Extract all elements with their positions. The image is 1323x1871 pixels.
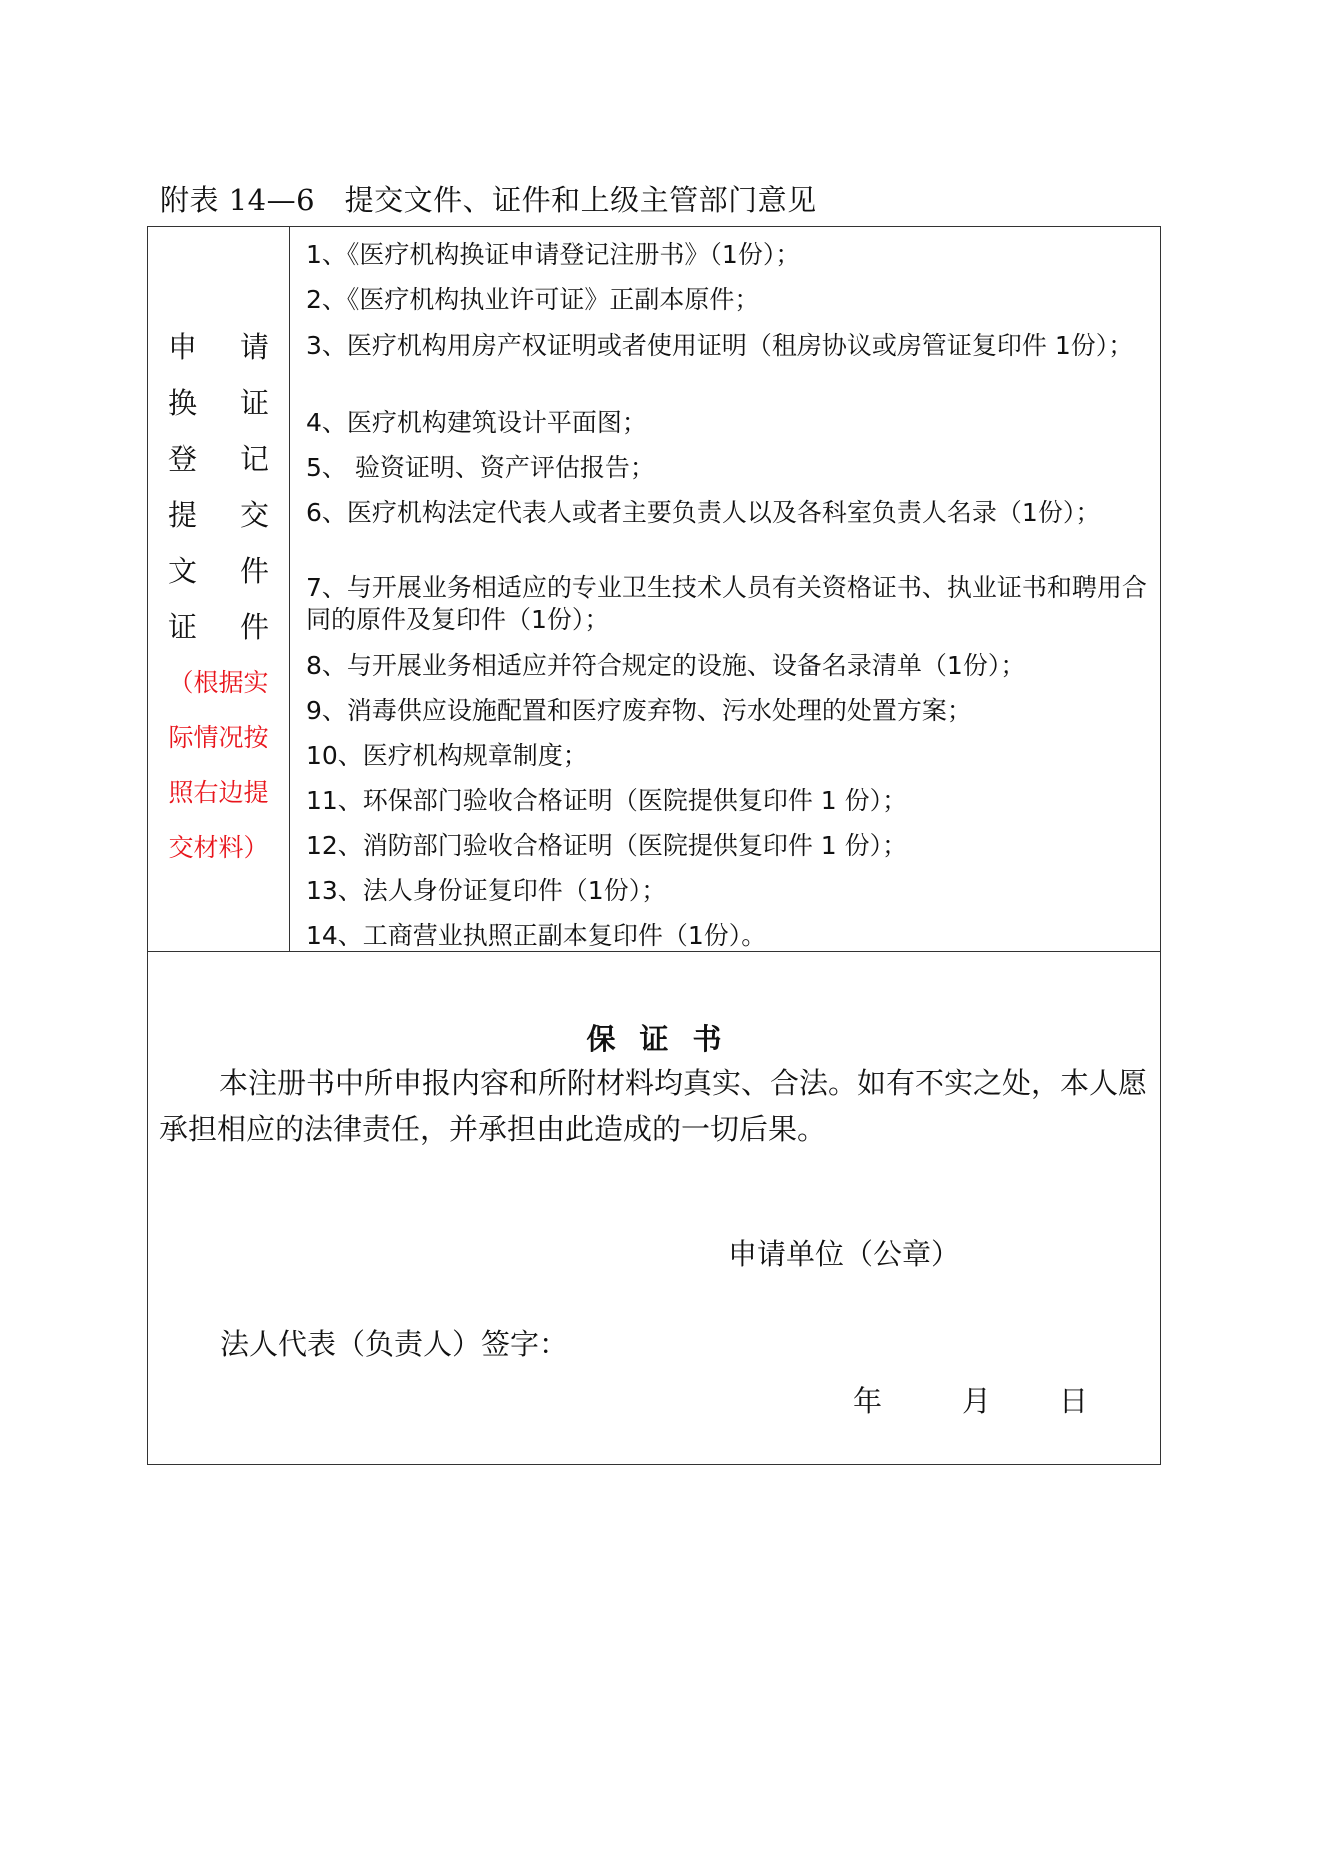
note-line: 际情况按 [168, 723, 269, 752]
month-label: 月 [962, 1384, 992, 1418]
list-item: 4、医疗机构建筑设计平面图； [306, 408, 647, 437]
list-item: 10、医疗机构规章制度； [306, 741, 588, 770]
guarantee-title: 保证书 [586, 1022, 746, 1056]
form-table [147, 226, 1161, 1465]
note-line: （根据实 [168, 668, 269, 697]
table-caption: 附表 14—6 提交文件、证件和上级主管部门意见 [160, 183, 817, 217]
list-item: 5、 验资证明、资产评估报告； [306, 453, 655, 482]
note-line: 照右边提 [168, 778, 269, 807]
left-header-row: 申 请 [167, 330, 269, 364]
applicant-seal-label: 申请单位（公章） [728, 1237, 961, 1271]
legal-rep-signature-label: 法人代表（负责人）签字： [220, 1327, 569, 1361]
guarantee-text: 本注册书中所申报内容和所附材料均真实、合法。如有不实之处，本人愿承担相应的法律责任，并承担由此造成的一切后果。 [159, 1066, 1148, 1146]
day-label: 日 [1059, 1384, 1089, 1418]
left-header-row: 登 记 [167, 442, 269, 476]
list-item: 13、法人身份证复印件（1份）； [306, 876, 667, 905]
left-header-row: 提 交 [167, 498, 269, 532]
list-item: 8、与开展业务相适应并符合规定的设施、设备名录清单（1份）； [306, 651, 1026, 680]
date-line [853, 1379, 1088, 1420]
list-item: 9、消毒供应设施配置和医疗废弃物、污水处理的处置方案； [306, 696, 972, 725]
list-item: 1、《医疗机构换证申请登记注册书》（1份）； [306, 240, 801, 269]
list-item: 14、工商营业执照正副本复印件（1份）。 [306, 921, 767, 950]
note-line: 交材料） [168, 833, 269, 862]
list-item: 6、医疗机构法定代表人或者主要负责人以及各科室负责人名录（1份）； [306, 498, 1101, 527]
left-header-row: 文 件 [167, 554, 269, 588]
list-item: 3、医疗机构用房产权证明或者使用证明（租房协议或房管证复印件 1份）； [306, 331, 1134, 360]
list-item: 7、与开展业务相适应的专业卫生技术人员有关资格证书、执业证书和聘用合同的原件及复印件（1份）； [306, 573, 1147, 634]
left-header-row: 换 证 [167, 386, 269, 420]
list-item: 11、环保部门验收合格证明（医院提供复印件 1 份）； [306, 786, 908, 815]
left-header-row: 证 件 [167, 610, 269, 644]
column-divider [289, 227, 290, 951]
left-header-cell [148, 319, 289, 875]
list-item: 2、《医疗机构执业许可证》正副本原件； [306, 285, 760, 314]
list-item: 12、消防部门验收合格证明（医院提供复印件 1 份）； [306, 831, 908, 860]
year-label: 年 [853, 1384, 883, 1418]
